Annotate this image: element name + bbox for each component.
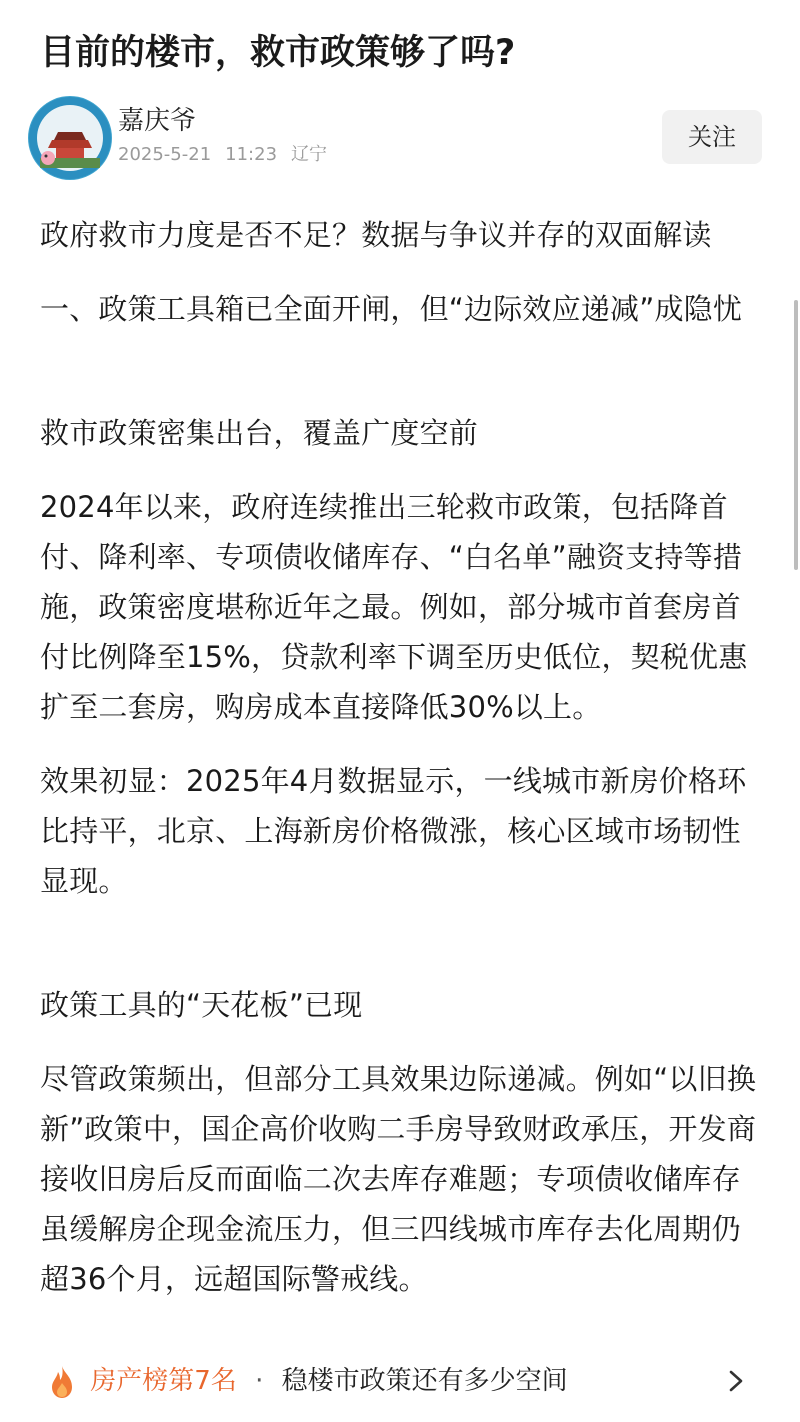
avatar[interactable] xyxy=(28,96,112,180)
author-name[interactable]: 嘉庆爷 xyxy=(118,106,197,136)
article-body xyxy=(40,210,762,1304)
related-topic-bar[interactable] xyxy=(48,1356,760,1406)
avatar-image xyxy=(28,96,112,180)
sub-heading: 救市政策密集出台，覆盖广度空前 xyxy=(40,416,479,450)
related-topic-title[interactable]: 稳楼市政策还有多少空间 xyxy=(281,1366,568,1396)
article-paragraph: 效果初显：2025年4月数据显示，一线城市新房价格环比持平，北京、上海新房价格微涨，核心区域市场韧性显现。 xyxy=(40,764,747,898)
article-paragraph: 2024年以来，政府连续推出三轮救市政策，包括降首付、降利率、专项债收储库存、“白名单”融资支持等措施，政策密度堪称近年之最。例如，部分城市首套房首付比例降至15%，贷款利率下调至历史低位，契税优惠扩至二套房，购房成本直接降低30%以上。 xyxy=(40,490,748,724)
separator-dot: · xyxy=(255,1366,264,1396)
article-paragraph: 政府救市力度是否不足？数据与争议并存的双面解读 xyxy=(40,218,712,252)
follow-button[interactable]: 关注 xyxy=(662,110,762,164)
chevron-right-icon[interactable] xyxy=(722,1356,750,1406)
flame-icon xyxy=(48,1365,76,1399)
scrollbar[interactable] xyxy=(794,300,798,570)
sub-heading: 政策工具的“天花板”已现 xyxy=(40,988,363,1022)
article-paragraph: 尽管政策频出，但部分工具效果边际递减。例如“以旧换新”政策中，国企高价收购二手房导致财政承压，开发商接收旧房后反而面临二次去库存难题；专项债收储库存虽缓解房企现金流压力，但三四线城市库存去化周期仍超36个月，远超国际警戒线。 xyxy=(40,1062,757,1296)
post-date: 2025-5-21 xyxy=(118,144,212,165)
post-time: 11:23 xyxy=(225,144,278,165)
post-meta xyxy=(118,142,341,168)
article-title: 目前的楼市，救市政策够了吗? xyxy=(40,33,516,73)
hot-rank-label[interactable]: 房产榜第7名 xyxy=(90,1366,237,1396)
author-row xyxy=(28,96,772,182)
post-location: 辽宁 xyxy=(291,144,328,165)
section-heading: 一、政策工具箱已全面开闸，但“边际效应递减”成隐忧 xyxy=(40,292,743,326)
